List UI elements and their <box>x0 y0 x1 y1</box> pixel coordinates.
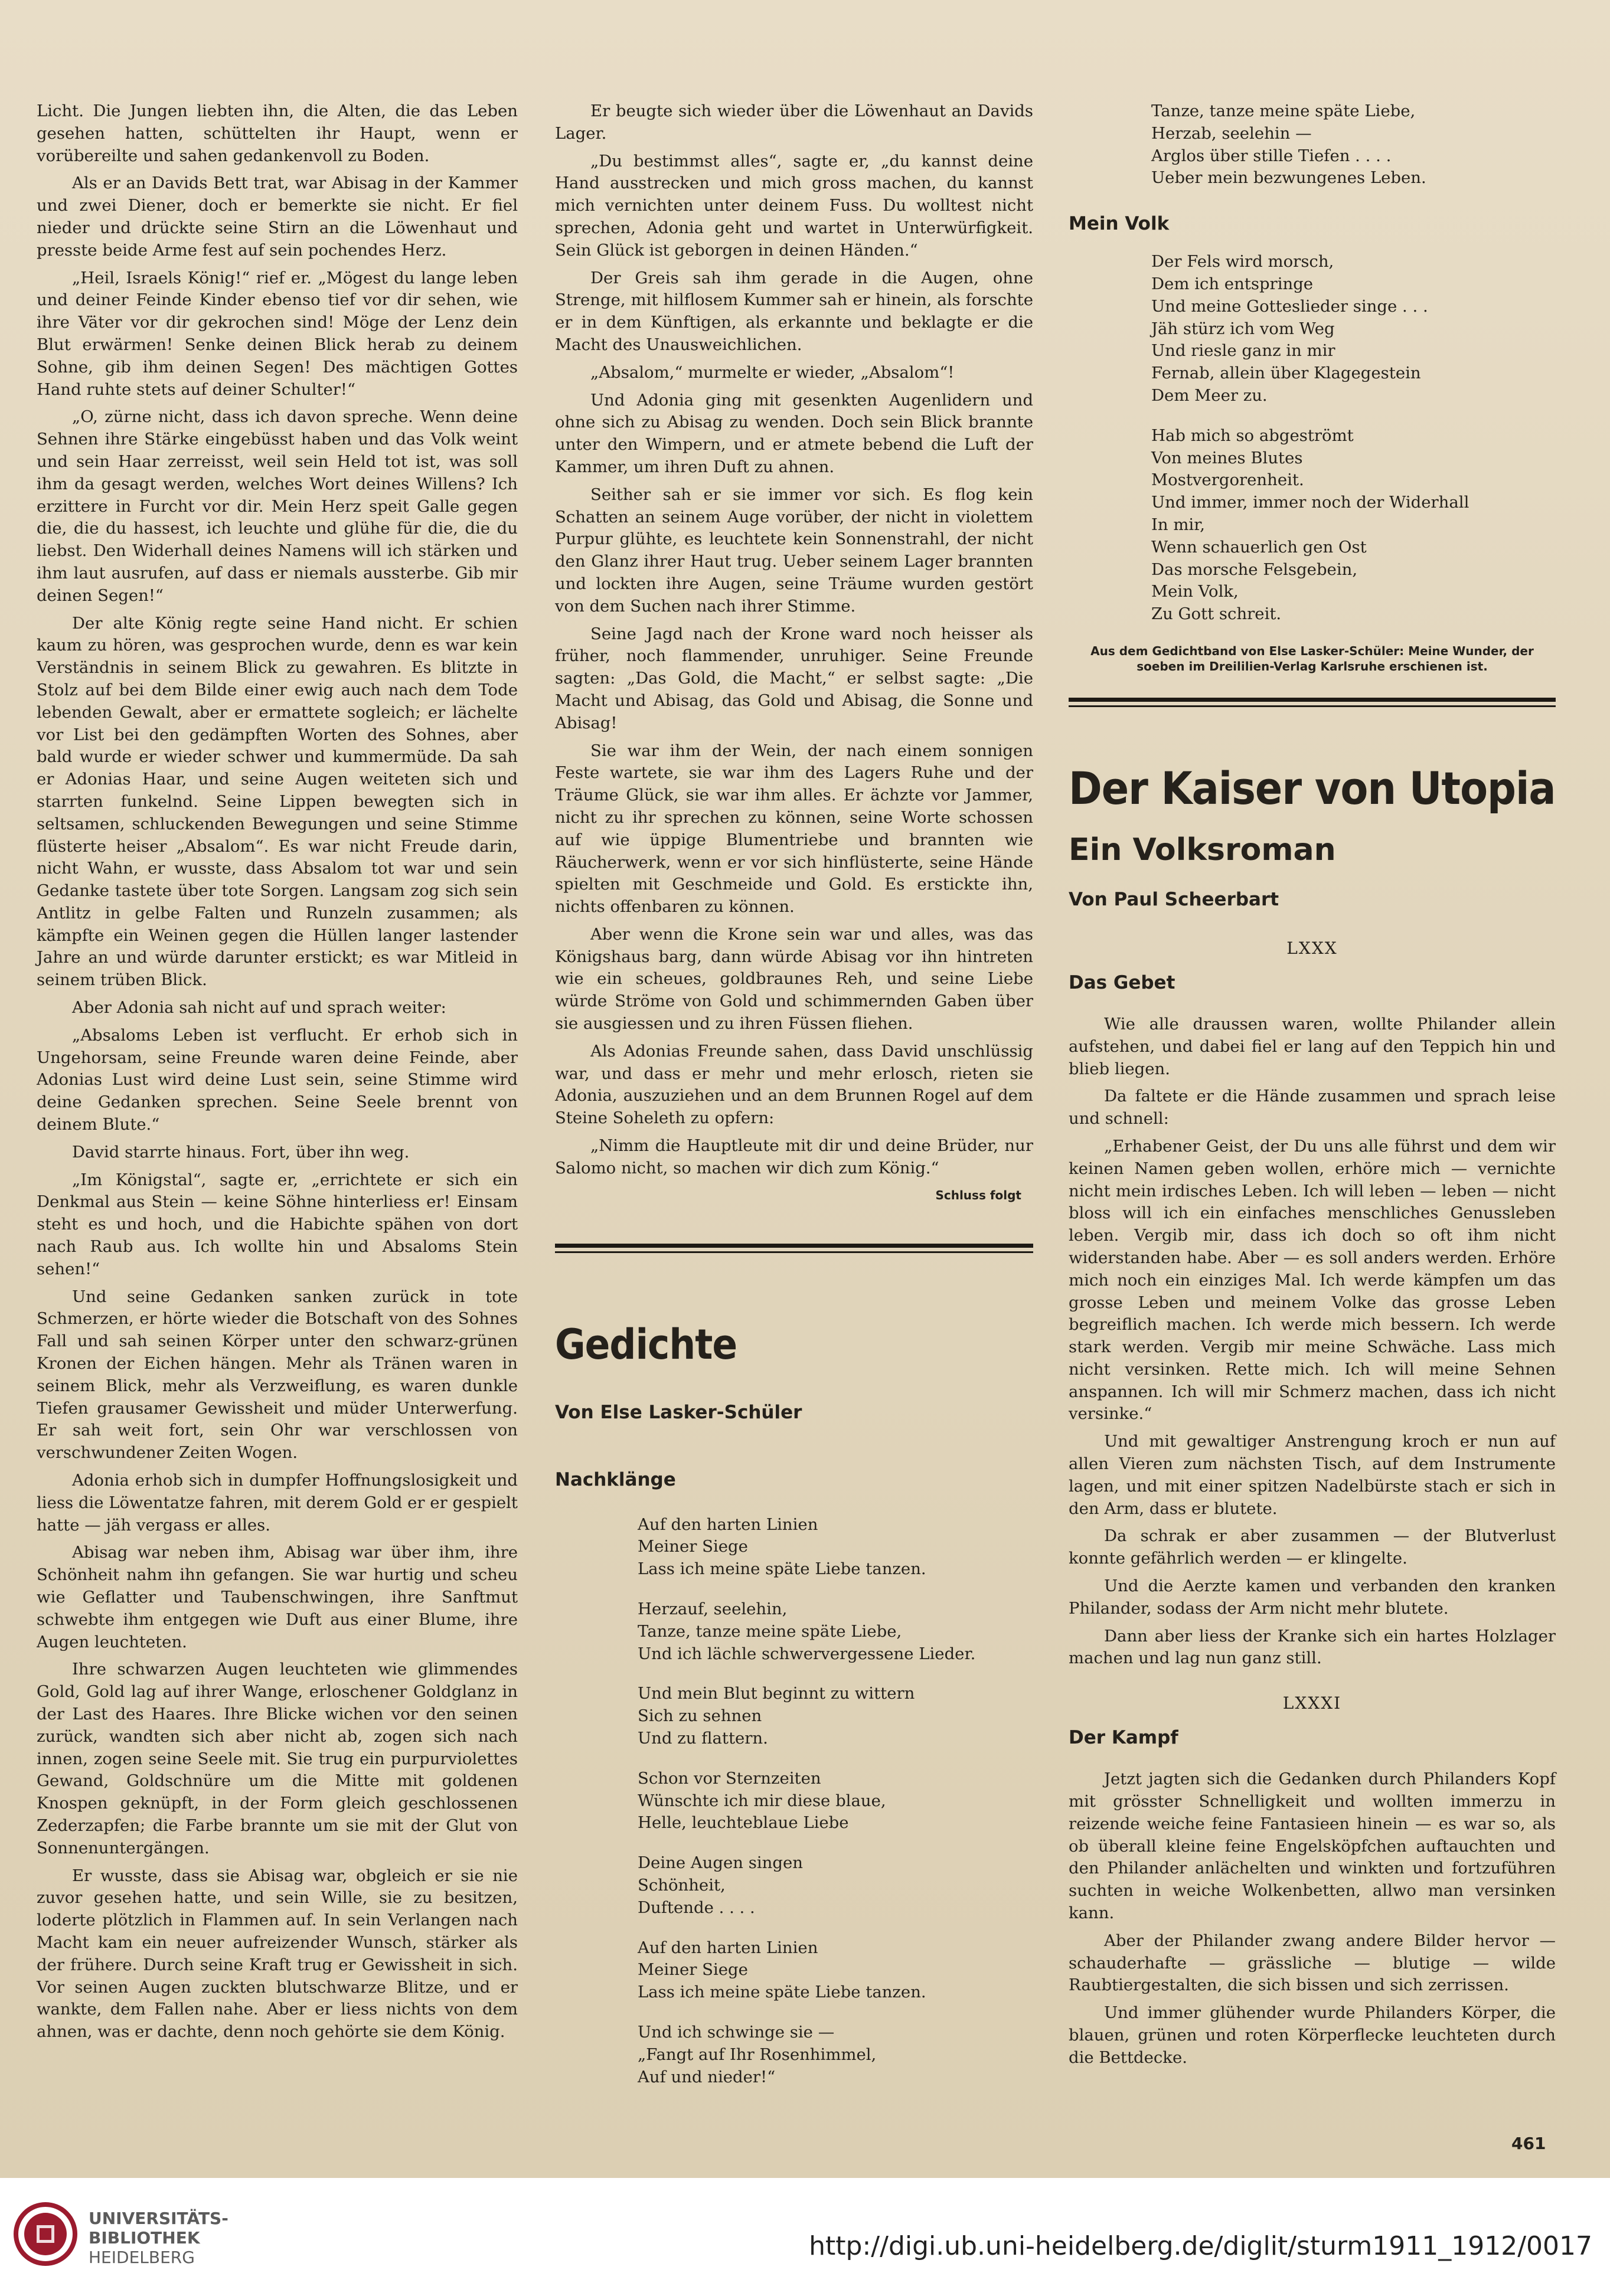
verse-line: Meiner Siege <box>638 1960 748 1980</box>
column-1 <box>37 100 518 2049</box>
paragraph: „Erhabener Geist, der Du uns alle führst und dem wir keinen Namen geben wollen, erhöre mich — vernichte nicht mein irdisches Leben. Ich will leben — leben — nicht bloss will ich ein einfaches menschliches Genussleben leben. Vergib mir, dass ich doch so oft ihm nicht widerstanden habe. Aber — es soll anders werden. Erhöre mich noch ein einziges Mal. Ich werde kämpfen um das grosse Leben und meinem Volke das grosse Leben begreiflich machen. Ich werde mich bessern. Ich werde stark werden. Vergib mir meine Schwäche. Lass mich nicht versinken. Rette mich. Ich will meine Sehnen anspannen. Ich will mir Schmerz machen, dass ich nicht versinke.“ <box>1069 1136 1556 1424</box>
paragraph: Sie war ihm der Wein, der nach einem sonnigen Feste wartete, sie war ihm des Lagers Ruhe und der Träume Glück, sie war ihm alles. Er ächzte vor Jammer, nicht zu ihr sprechen zu können, seine Worte schossen auf wie üppige Blumentriebe und brannten wie Räucherwerk, wenn er vor sich hinflüsterte, seine Hände spielten mit Geschmeide und Gold. Es erstickte ihn, nichts offenbaren zu können. <box>555 741 1033 917</box>
verse-line: Und zu flattern. <box>638 1729 768 1748</box>
verse-line: Tanze, tanze meine späte Liebe, <box>638 1621 902 1641</box>
paragraph: Licht. Die Jungen liebten ihn, die Alten, die das Leben gesehen hatten, schüttelten ihr Haupt, wenn er vorübereilte und sahen gedankenvoll zu Boden. <box>37 102 518 165</box>
paragraph: „Du bestimmst alles“, sagte er, „du kannst deine Hand ausstrecken und mich gross machen, du kannst mich vernichten unter deinem Fuss. Du wolltest nicht sprechen, Adonia geht und wartet in Unterwürfigkeit. Sein Glück ist geborgen in deinen Händen.“ <box>555 151 1033 260</box>
verse-line: Schönheit, <box>638 1876 726 1895</box>
novel-subtitle: Ein Volksroman <box>1069 832 1336 868</box>
stanza <box>638 1768 1033 1834</box>
university-seal-icon <box>13 2202 78 2266</box>
paragraph: Aber Adonia sah nicht auf und sprach weiter: <box>72 998 446 1018</box>
paragraph: Und immer glühender wurde Philanders Körper, die blauen, grünen und roten Körperflecke leuchteten durch die Bettdecke. <box>1069 2003 1556 2067</box>
verse-line: Das morsche Felsgebein, <box>1151 560 1358 579</box>
section-rule <box>1069 698 1556 707</box>
verse-line: Wünschte ich mir diese blaue, <box>638 1791 886 1810</box>
paragraph: David starrte hinaus. Fort, über ihn weg. <box>72 1142 410 1162</box>
paragraph: Adonia erhob sich in dumpfer Hoffnungslosigkeit und liess die Löwentatze fahren, mit derem Gold er er gespielt hatte — jäh vergass er alles. <box>37 1471 518 1535</box>
paragraph: „Heil, Israels König!“ rief er. „Mögest du lange leben und deiner Feinde Kinder ebenso tief vor dir sehen, wie ihre Väter vor dir gekrochen sind! Möge der Lenz dein Blut erwärmen! Senke deinen Blick herab zu deinem Sohne, gib ihm deinen Segen! Des mächtigen Gottes Hand ruhte stets auf deiner Schulter!“ <box>37 268 518 399</box>
paragraph: Er beugte sich wieder über die Löwenhaut an Davids Lager. <box>555 102 1033 143</box>
verse-line: Dem Meer zu. <box>1151 385 1268 405</box>
paragraph: Als er an Davids Bett trat, war Abisag in der Kammer und zwei Diener, doch er bemerkte sie nicht. Er fiel nieder und drückte seine Stirn an die Löwenhaut und presste beide Arme fest auf sein pochendes Herz. <box>37 174 518 260</box>
verse-line: Lass ich meine späte Liebe tanzen. <box>638 1983 926 2002</box>
poem-nachklaenge <box>555 1514 1033 2089</box>
paragraph: „Absaloms Leben ist verflucht. Er erhob sich in Ungehorsam, seine Freunde waren deine Feinde, aber Adonias Lust wird deine Lust sein, seine Stimme wird deine Gedanken sprechen. Seine Seele brennt von deinem Blute.“ <box>37 1025 518 1134</box>
paragraph: Der alte König regte seine Hand nicht. Er schien kaum zu hören, was gesprochen wurde, denn es war kein Verständnis in seinem Blick zu gewahren. Es blitzte in Stolz auf bei dem Bilde einer ewig auch nach dem Tode lebenden Gewalt, aber er ermattete sogleich; er lächelte vor List bei den gedämpften Worten des Sohnes, aber bald wurde er wieder schwer und kummermüde. Da sah er Adonias Haar, und seine Augen weiteten sich und starrten funkelnd. Seine Lippen bewegten sich in seltsamen, schluckenden Bewegungen und seine Stimme flüsterte heiser „Absalom“. Es war nicht Freude darin, nicht Wahn, er wusste, dass Absalom tot war und sein Gedanke tastete über tote Sorgen. Langsam zog sich sein Antlitz in gelbe Falten und Runzeln zusammen; als kämpfte ein Weinen gegen die Hüllen langer lastender Jahre an und würde darunter erstickt; es war Mitleid in seinem trüben Blick. <box>37 613 518 990</box>
verse-line: Und ich lächle schwervergessene Lieder. <box>638 1644 976 1663</box>
paragraph: Wie alle draussen waren, wollte Philander allein aufstehen, und dabei fiel er lang auf den Teppich hin und blieb liegen. <box>1069 1014 1556 1078</box>
chapter-title: Der Kampf <box>1069 1727 1178 1749</box>
stanza <box>1151 425 1556 626</box>
paragraph: Und seine Gedanken sanken zurück in tote Schmerzen, er hörte wieder die Botschaft von des Sohnes Fall und sah seinen Körper unter den schwarz-grünen Kronen der Eichen hängen. Mehr als Tränen waren in seinem Blick, mehr als Verzweiflung, es waren dunkle Tiefen grausamer Gewissheit und müder Unterwerfung. Er sah weit fort, sein Ohr war verschlossen von verschwundener Zeiten Wogen. <box>37 1287 518 1463</box>
verse-line: Auf den harten Linien <box>638 1515 818 1534</box>
stanza <box>1151 100 1556 189</box>
verse-line: Mostvergorenheit. <box>1151 470 1304 490</box>
library-name-line: HEIDELBERG <box>89 2248 195 2267</box>
library-name-line: BIBLIOTHEK <box>89 2228 200 2248</box>
verse-line: Von meines Blutes <box>1151 448 1303 467</box>
chapter-number: LXXXI <box>1282 1693 1342 1713</box>
verse-line: Fernab, allein über Klagegestein <box>1151 364 1421 383</box>
source-note: Aus dem Gedichtband von Else Lasker-Schüler: Meine Wunder, der soeben im Dreililien-Verlag Karlsruhe erschienen ist. <box>1090 643 1534 673</box>
verse-line: Meiner Siege <box>638 1537 748 1556</box>
paragraph: „O, zürne nicht, dass ich davon spreche. Wenn deine Sehnen ihre Stärke eingebüsst haben und das Volk weint und sein Haar zerreisst, weil sein Held tot ist, was soll ihm da gesagt werden, welches Wort deines Willens? Ich erzittere in Furcht vor dir. Mein Herz speit Galle gegen die, die du hassest, ich leuchte und glühe für die, die du liebst. Den Widerhall deines Namens will ich stärken und ihm laut ausrufen, auf dass er niemals aussterbe. Gib mir deinen Segen!“ <box>37 407 518 605</box>
library-name <box>89 2209 228 2267</box>
verse-line: Deine Augen singen <box>638 1853 803 1873</box>
paragraph: Da faltete er die Hände zusammen und sprach leise und schnell: <box>1069 1087 1556 1129</box>
paragraph: Seither sah er sie immer vor sich. Es flog kein Schatten an seinem Auge vorüber, der nicht in violettem Purpur glühte, es leuchtete kein Sonnenstrahl, der nicht den Glanz ihrer Haut trug. Ueber seinem Lager brannten und lockten ihre Augen, seine Träume wurden gestört von dem Suchen nach ihrer Stimme. <box>555 485 1033 616</box>
paragraph: Er wusste, dass sie Abisag war, obgleich er sie nie zuvor gesehen hatte, und sein Wille, sie zu besitzen, loderte plötzlich in Flammen auf. In sein Verlangen nach Macht kam ein neuer aufreizender Wunsch, stärker als der frühere. Durch seine Kraft trug er Gewissheit in sich. Vor seinen Augen zuckten blutschwarze Blitze, und er wankte, dem Fallen nahe. Aber er liess nichts von dem ahnen, was er dachte, denn noch gehörte sie dem König. <box>37 1866 518 2042</box>
verse-line: In mir, <box>1151 515 1206 534</box>
paragraph: Da schrak er aber zusammen — der Blutverlust konnte gefährlich werden — er klingelte. <box>1069 1526 1556 1568</box>
column-3 <box>1069 100 1556 2075</box>
verse-line: Zu Gott schreit. <box>1151 604 1282 624</box>
verse-line: Lass ich meine späte Liebe tanzen. <box>638 1559 926 1579</box>
stanza <box>638 1683 1033 1749</box>
stanza <box>1151 251 1556 407</box>
paragraph: Seine Jagd nach der Krone ward noch heisser als früher, noch flammender, unruhiger. Seine Freunde sagten: „Das Gold, die Macht,“ er selbst sagte: „Die Macht und Abisag, das Gold und Abisag, die Sonne und Abisag! <box>555 624 1033 732</box>
stanza <box>638 2022 1033 2088</box>
verse-line: Und meine Gotteslieder singe . . . <box>1151 296 1428 316</box>
verse-line: Auf und nieder!“ <box>638 2067 776 2086</box>
verse-line: Herzab, seelehin — <box>1151 123 1312 143</box>
paragraph: Aber der Philander zwang andere Bilder hervor — schauderhafte — grässliche — blutige — wilde Raubtiergestalten, die sich bissen und sich zerrissen. <box>1069 1931 1556 1995</box>
verse-line: Jäh stürz ich vom Weg <box>1151 319 1335 338</box>
paragraph: Und Adonia ging mit gesenkten Augenlidern und ohne sich zu Abisag zu wenden. Doch sein Blick brannte unter den Wimpern, und er atmete bebend die Luft der Kammer, um ihren Duft zu ahnen. <box>555 390 1033 476</box>
poem-nachklaenge-continued <box>1069 100 1556 189</box>
verse-line: Herzauf, seelehin, <box>638 1600 788 1619</box>
verse-line: Der Fels wird morsch, <box>1151 252 1334 272</box>
paragraph: Ihre schwarzen Augen leuchteten wie glimmendes Gold, Gold lag auf ihrer Wange, erloschener Goldglanz in der Last des Haares. Ihre Blicke wichen vor den seinen zurück, wandten sich aber nicht ab, zogen sich nach innen, zogen seine Seele mit. Sie trug ein purpurviolettes Gewand, Goldschnüre um die Mitte mit goldenen Knospen geknüpft, in der Form gleich geschlossenen Zederzapfen; die Farbe brannte um sie mit der Glut von Sonnenuntergängen. <box>37 1660 518 1857</box>
paragraph: Dann aber liess der Kranke sich ein hartes Holzlager machen und lag nun ganz still. <box>1069 1626 1556 1668</box>
library-footer <box>0 2178 1610 2296</box>
paragraph: Als Adonias Freunde sahen, dass David unschlüssig war, und dass er mehr und mehr erlosch, rieten sie Adonia, auszuziehen und an dem Brunnen Rogel auf dem Steine Soheleth zu opfern: <box>555 1041 1033 1128</box>
paragraph: Der Greis sah ihm gerade in die Augen, ohne Strenge, mit hilflosem Kummer sah er hinein, als forschte er in dem Künftigen, als erkannte und beklagte er die Macht des Unausweichlichen. <box>555 268 1033 354</box>
poem-title-mein-volk: Mein Volk <box>1069 213 1170 235</box>
page-number: 461 <box>1511 2134 1546 2153</box>
verse-line: Schon vor Sternzeiten <box>638 1768 821 1788</box>
section-rule <box>555 1244 1033 1253</box>
verse-line: Dem ich entspringe <box>1151 274 1314 293</box>
source-url[interactable]: http://digi.ub.uni-heidelberg.de/diglit/sturm1911_1912/0017 <box>809 2231 1592 2261</box>
chapter-title: Das Gebet <box>1069 972 1175 993</box>
verse-line: Wenn schauerlich gen Ost <box>1151 537 1367 557</box>
verse-line: Duftende . . . . <box>638 1898 755 1917</box>
paragraph: Und die Aerzte kamen und verbanden den kranken Philander, sodass der Arm nicht mehr blutete. <box>1069 1577 1556 1618</box>
verse-line: Helle, leuchteblaue Liebe <box>638 1813 849 1833</box>
library-name-line: UNIVERSITÄTS- <box>89 2209 228 2228</box>
stanza <box>638 1937 1033 2004</box>
novel-title: Der Kaiser von Utopia <box>1069 761 1556 815</box>
novel-byline: Von Paul Scheerbart <box>1069 888 1279 910</box>
verse-line: Und ich schwinge sie — <box>638 2023 835 2042</box>
verse-line: Und riesle ganz in mir <box>1151 341 1335 361</box>
gedichte-byline: Von Else Lasker-Schüler <box>555 1401 802 1423</box>
poem-title-nachklaenge: Nachklänge <box>555 1468 676 1490</box>
column-2 <box>555 100 1033 2106</box>
continuation-note: Schluss folgt <box>935 1188 1021 1202</box>
paragraph: „Im Königstal“, sagte er, „errichtete er sich ein Denkmal aus Stein — keine Söhne hinterliess er! Einsam steht es und hoch, und die Habichte spähen von dort nach Raub aus. Ich wollte hin und Absaloms Stein sehen!“ <box>37 1170 518 1278</box>
verse-line: „Fangt auf Ihr Rosenhimmel, <box>638 2045 877 2064</box>
stanza <box>638 1514 1033 1581</box>
verse-line: Ueber mein bezwungenes Leben. <box>1151 168 1426 188</box>
paragraph: „Absalom,“ murmelte er wieder, „Absalom“! <box>590 362 955 382</box>
verse-line: Sich zu sehnen <box>638 1706 762 1726</box>
chapter-number: LXXX <box>1286 938 1338 958</box>
verse-line: Auf den harten Linien <box>638 1938 818 1957</box>
paragraph: Jetzt jagten sich die Gedanken durch Philanders Kopf mit grösster Schnelligkeit und wollten immerzu in reizende weiche feine Fantasieen hinein — es war so, als ob überall kleine feine Engelsköpfchen auftauchten und den Philander anlächelten und winkten und fortzuführen suchten in weiche Wolkenbetten, allwo man versinken kann. <box>1069 1770 1556 1923</box>
verse-line: Arglos über stille Tiefen . . . . <box>1151 146 1392 165</box>
paragraph: Und mit gewaltiger Anstrengung kroch er nun auf allen Vieren zum nächsten Tisch, auf dem Instrumente lagen, und mit einer spitzen Nadelbürste stach er sich in den Arm, dass er blutete. <box>1069 1432 1556 1518</box>
gedichte-title: Gedichte <box>555 1320 737 1369</box>
stanza <box>638 1598 1033 1665</box>
verse-line: Mein Volk, <box>1151 582 1239 601</box>
paragraph: Aber wenn die Krone sein war und alles, was das Königshaus barg, dann würde Abisag vor ihn hintreten wie ein scheues, goldbraunes Reh, und seine Liebe würde Ströme von Gold und schimmernden Gaben über sie ausgiessen und zu ihren Füssen fliehen. <box>555 924 1033 1033</box>
paragraph: „Nimm die Hauptleute mit dir und deine Brüder, nur Salomo nicht, so machen wir dich zum König.“ <box>555 1136 1033 1178</box>
paragraph: Abisag war neben ihm, Abisag war über ihm, ihre Schönheit nahm ihn gefangen. Sie war hurtig und scheu wie Geflatter und Taubenschwingen, ihre Sanftmut schwebte ihm entgegen wie Duft aus einer Blume, ihre Augen leuchteten. <box>37 1543 518 1651</box>
verse-line: Tanze, tanze meine späte Liebe, <box>1151 102 1416 120</box>
verse-line: Und immer, immer noch der Widerhall <box>1151 493 1469 512</box>
verse-line: Und mein Blut beginnt zu wittern <box>638 1684 915 1703</box>
poem-mein-volk <box>1069 251 1556 626</box>
verse-line: Hab mich so abgeströmt <box>1151 426 1354 445</box>
stanza <box>638 1852 1033 1919</box>
